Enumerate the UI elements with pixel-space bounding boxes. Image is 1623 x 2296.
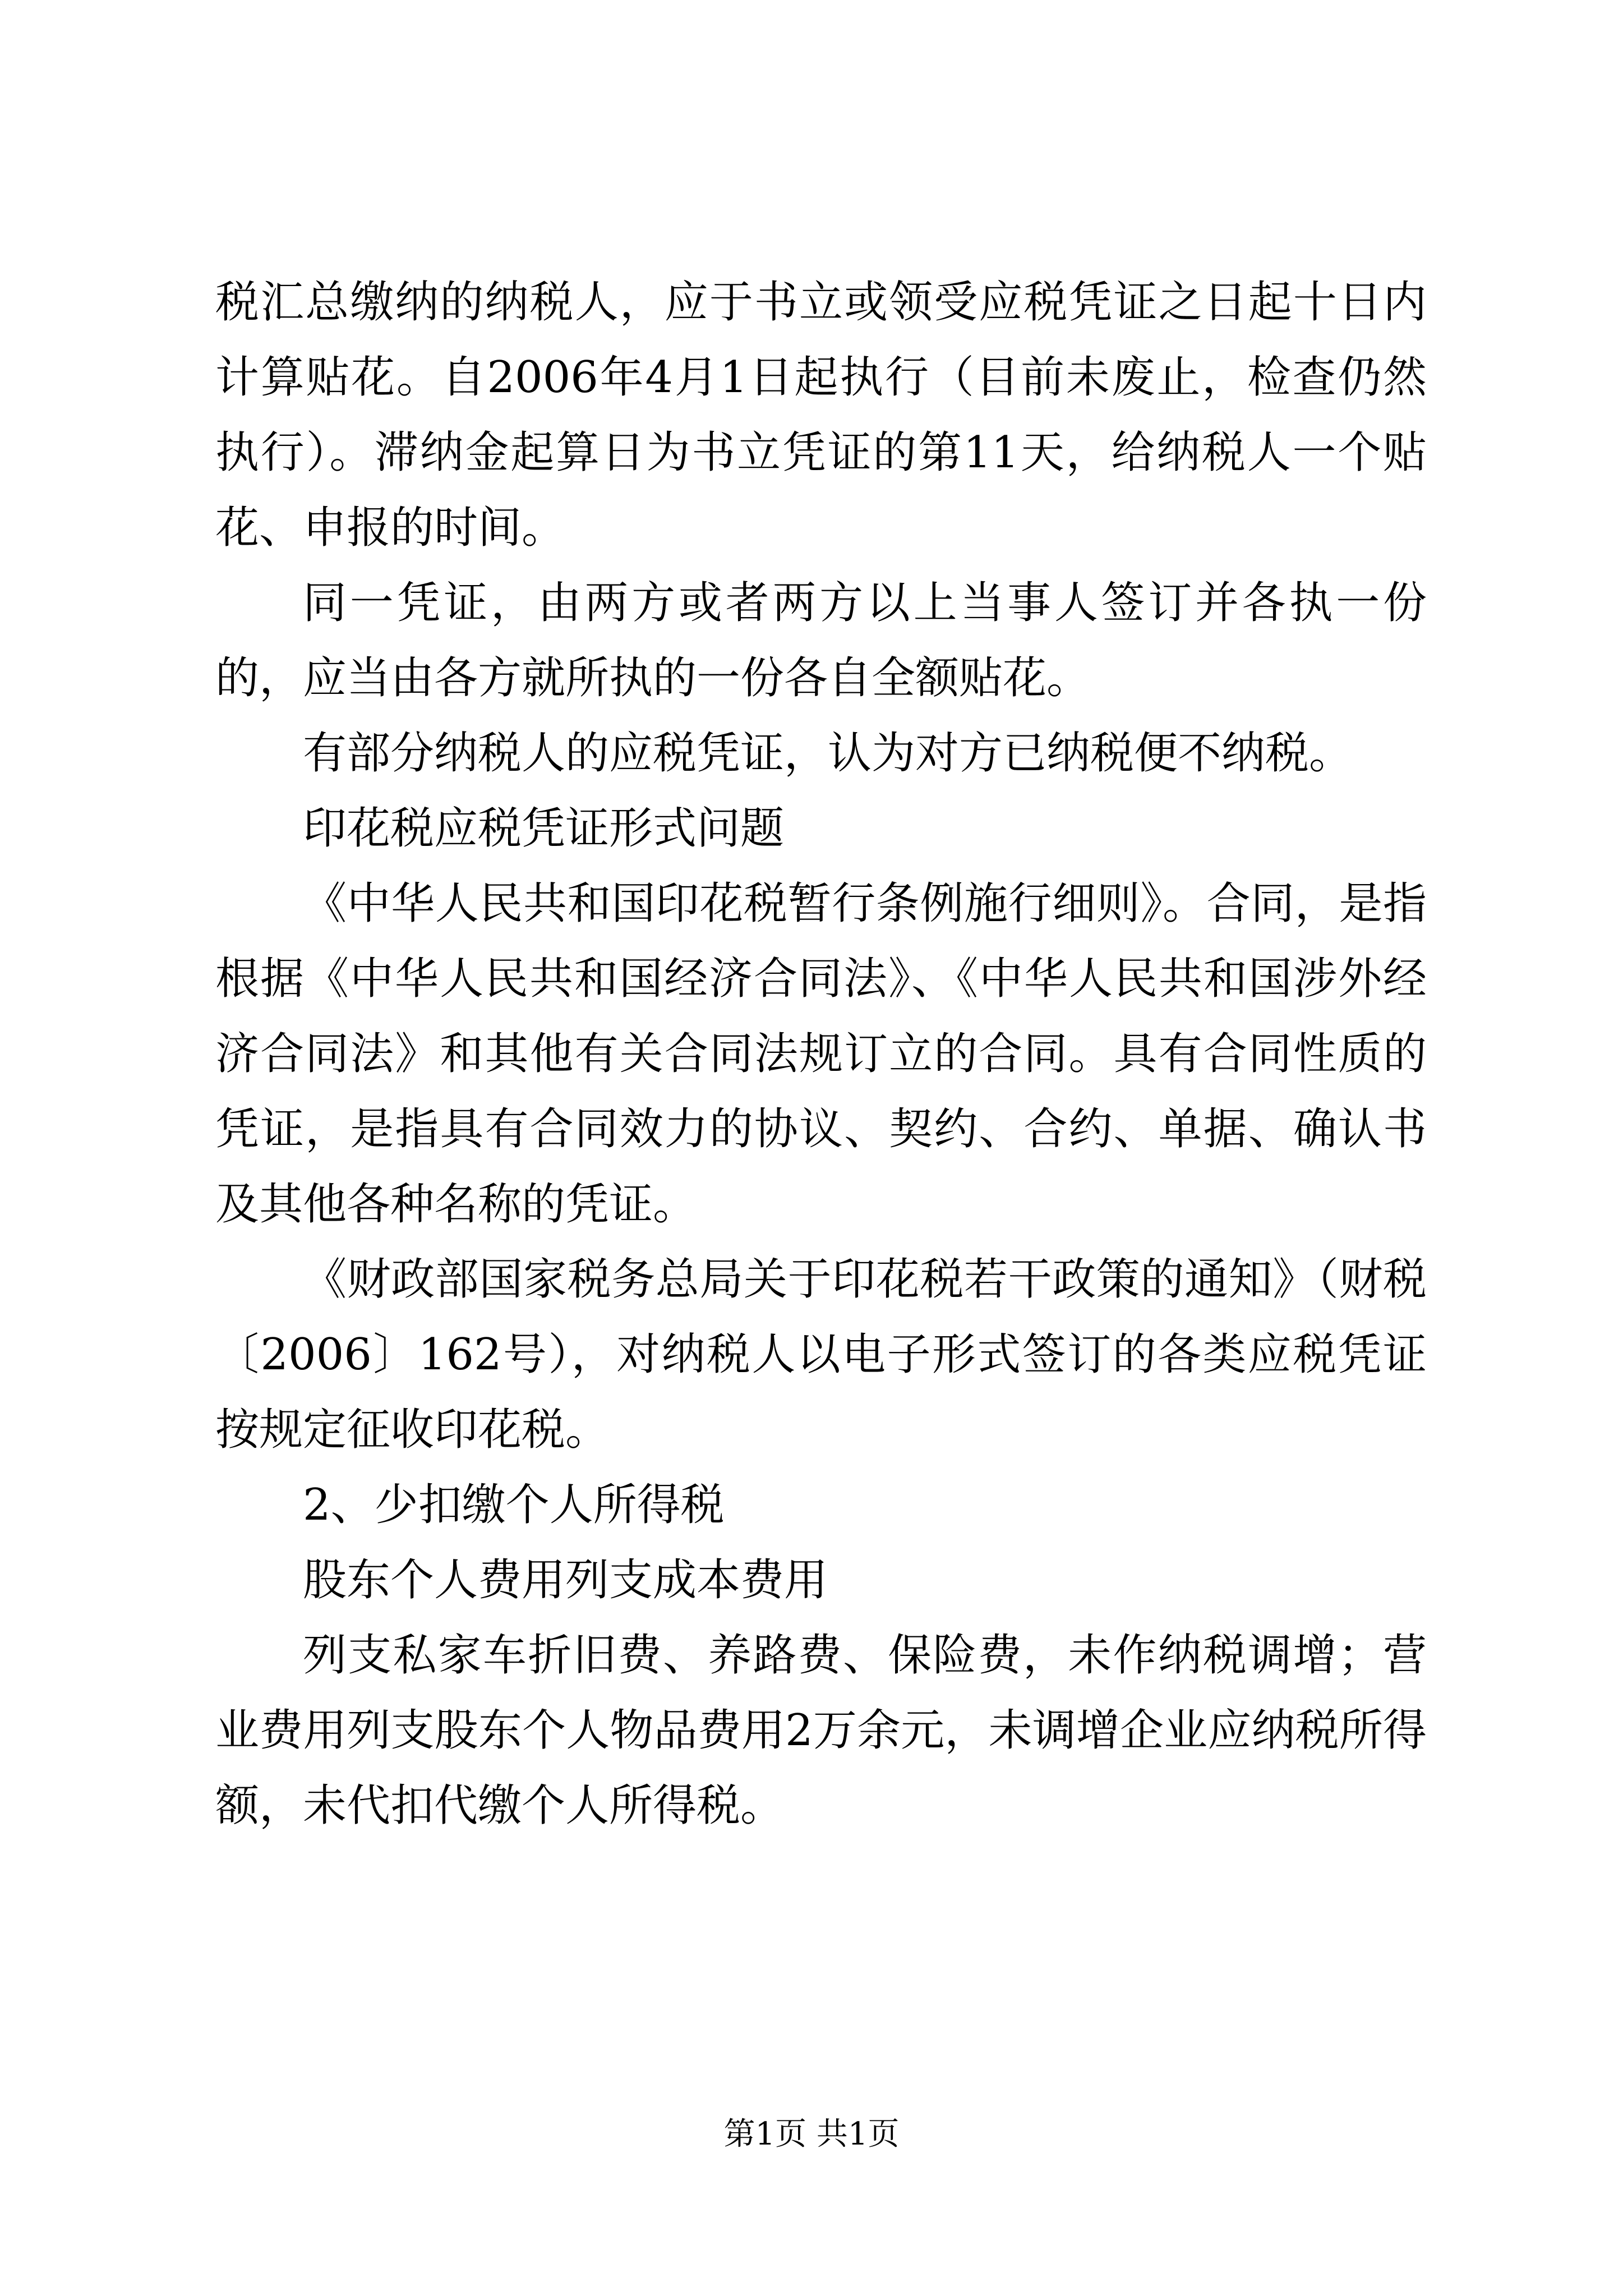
section-heading-income-tax: 2、少扣缴个人所得税 xyxy=(303,1480,725,1530)
section-heading-form: 印花税应税凭证形式问题 xyxy=(303,803,785,854)
paragraph-5: 《中华人民共和国印花税暂行条例施行细则》。合同，是指根据《中华人民共和国经济合同法》、《中华人民共和国涉外经济合同法》和其他有关合同法规订立的合同。具有合同性质的凭证，是指具有合同效力的协议、契约、合约、单据、确认书及其他各种名称的凭证。 xyxy=(215,878,1427,1230)
paragraph-3: 有部分纳税人的应税凭证，认为对方已纳税便不纳税。 xyxy=(303,728,1353,779)
subheading-shareholder-expenses: 股东个人费用列支成本费用 xyxy=(303,1555,828,1605)
paragraph-2: 同一凭证，由两方或者两方以上当事人签订并各执一份的，应当由各方就所执的一份各自全额贴花。 xyxy=(215,578,1427,703)
document-body xyxy=(215,265,1427,1843)
paragraph-6: 《财政部国家税务总局关于印花税若干政策的通知》（财税〔2006〕162号），对纳税人以电子形式签订的各类应税凭证按规定征收印花税。 xyxy=(215,1254,1427,1455)
paragraph-1: 税汇总缴纳的纳税人，应于书立或领受应税凭证之日起十日内计算贴花。自2006年4月1日起执行（目前未废止，检查仍然执行）。滞纳金起算日为书立凭证的第11天，给纳税人一个贴花、申报的时间。 xyxy=(215,277,1427,553)
page-footer: 第1页 共1页 xyxy=(723,2116,900,2152)
paragraph-9: 列支私家车折旧费、养路费、保险费，未作纳税调增；营业费用列支股东个人物品费用2万余元，未调增企业应纳税所得额，未代扣代缴个人所得税。 xyxy=(215,1630,1427,1831)
